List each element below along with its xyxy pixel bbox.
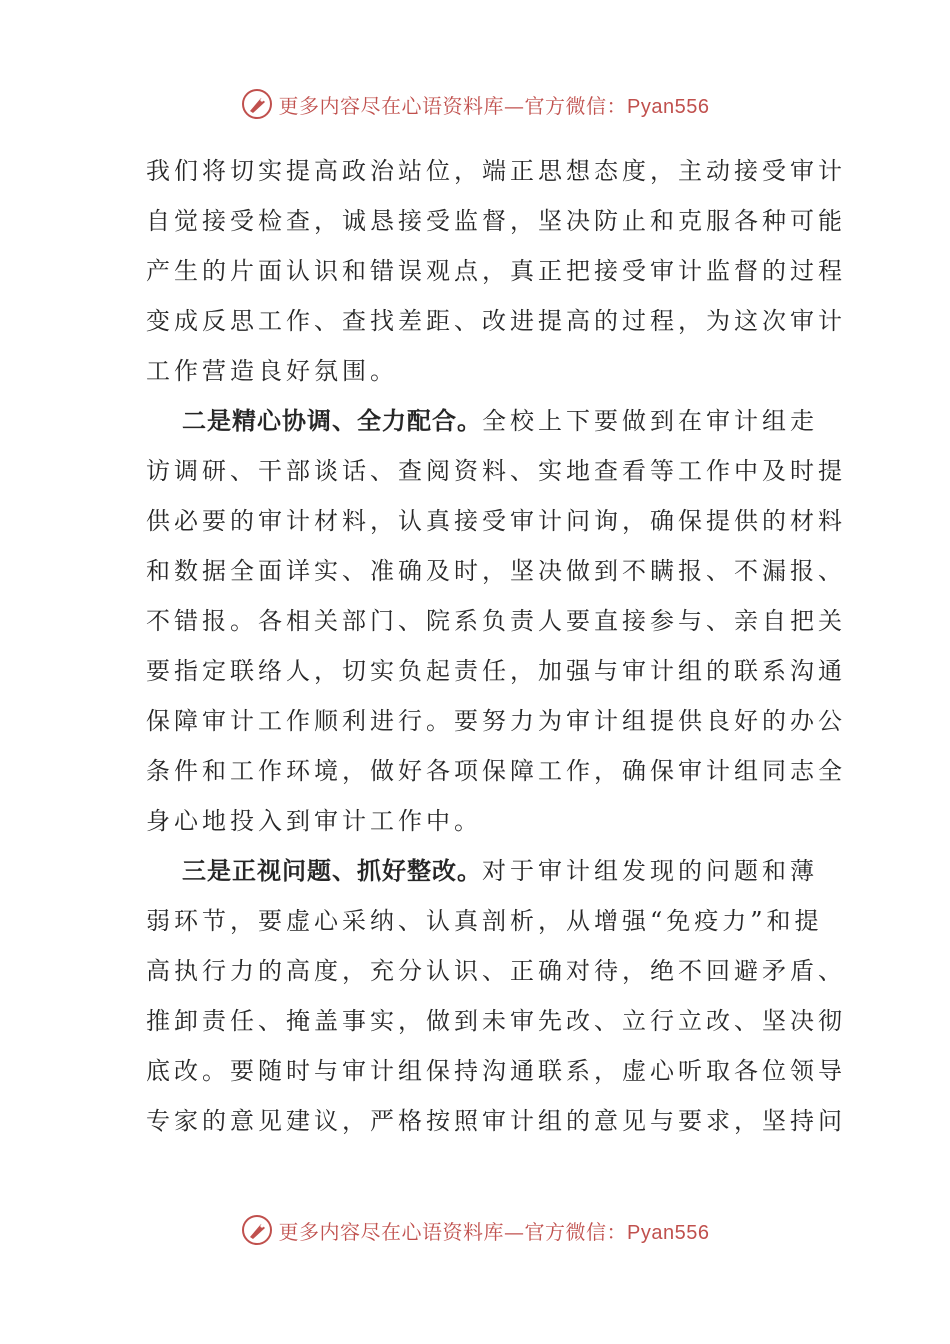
pen-nib-icon	[241, 88, 273, 120]
header-banner	[0, 84, 950, 124]
text-line: 底改。要随时与审计组保持沟通联系，虚心听取各位领导	[146, 1057, 846, 1085]
paragraph-3-lead: 对于审计组发现的问题和薄	[482, 857, 818, 885]
paragraph-3-first-line	[146, 846, 818, 896]
footer-text-main: 更多内容尽在心语资料库—官方微信：	[278, 1219, 628, 1244]
text-line: 产生的片面认识和错误观点，真正把接受审计监督的过程	[146, 257, 846, 285]
paragraph-2-lead: 全校上下要做到在审计组走	[482, 407, 818, 435]
text-line: 自觉接受检查，诚恳接受监督，坚决防止和克服各种可能	[146, 207, 846, 235]
document-body	[146, 146, 846, 1146]
footer-wechat-id: Pyan556	[627, 1221, 710, 1244]
text-line: 我们将切实提高政治站位，端正思想态度，主动接受审计	[146, 157, 846, 185]
pen-nib-icon	[241, 1214, 273, 1246]
footer-text	[279, 1216, 710, 1245]
text-line: 变成反思工作、查找差距、改进提高的过程，为这次审计	[146, 307, 846, 335]
paragraph-2-first-line	[146, 396, 818, 446]
text-line: 访调研、干部谈话、查阅资料、实地查看等工作中及时提	[146, 457, 846, 485]
text-line: 身心地投入到审计工作中。	[146, 807, 482, 835]
text-line: 弱环节，要虚心采纳、认真剖析，从增强“免疫力”和提	[146, 907, 823, 935]
text-line: 和数据全面详实、准确及时，坚决做到不瞒报、不漏报、	[146, 557, 846, 585]
footer-banner	[0, 1210, 950, 1250]
text-line: 专家的意见建议，严格按照审计组的意见与要求，坚持问	[146, 1107, 846, 1135]
text-line: 推卸责任、掩盖事实，做到未审先改、立行立改、坚决彻	[146, 1007, 846, 1035]
text-line: 保障审计工作顺利进行。要努力为审计组提供良好的办公	[146, 707, 846, 735]
header-text	[279, 90, 710, 119]
text-line: 供必要的审计材料，认真接受审计问询，确保提供的材料	[146, 507, 846, 535]
text-line: 工作营造良好氛围。	[146, 357, 398, 385]
paragraph-2-heading: 二是精心协调、全力配合。	[182, 407, 482, 435]
header-text-main: 更多内容尽在心语资料库—官方微信：	[278, 93, 628, 118]
text-line: 要指定联络人，切实负起责任，加强与审计组的联系沟通	[146, 657, 846, 685]
text-line: 高执行力的高度，充分认识、正确对待，绝不回避矛盾、	[146, 957, 846, 985]
text-line: 不错报。各相关部门、院系负责人要直接参与、亲自把关	[146, 607, 846, 635]
text-line: 条件和工作环境，做好各项保障工作，确保审计组同志全	[146, 757, 846, 785]
header-wechat-id: Pyan556	[627, 95, 710, 118]
paragraph-3-heading: 三是正视问题、抓好整改。	[182, 857, 482, 885]
